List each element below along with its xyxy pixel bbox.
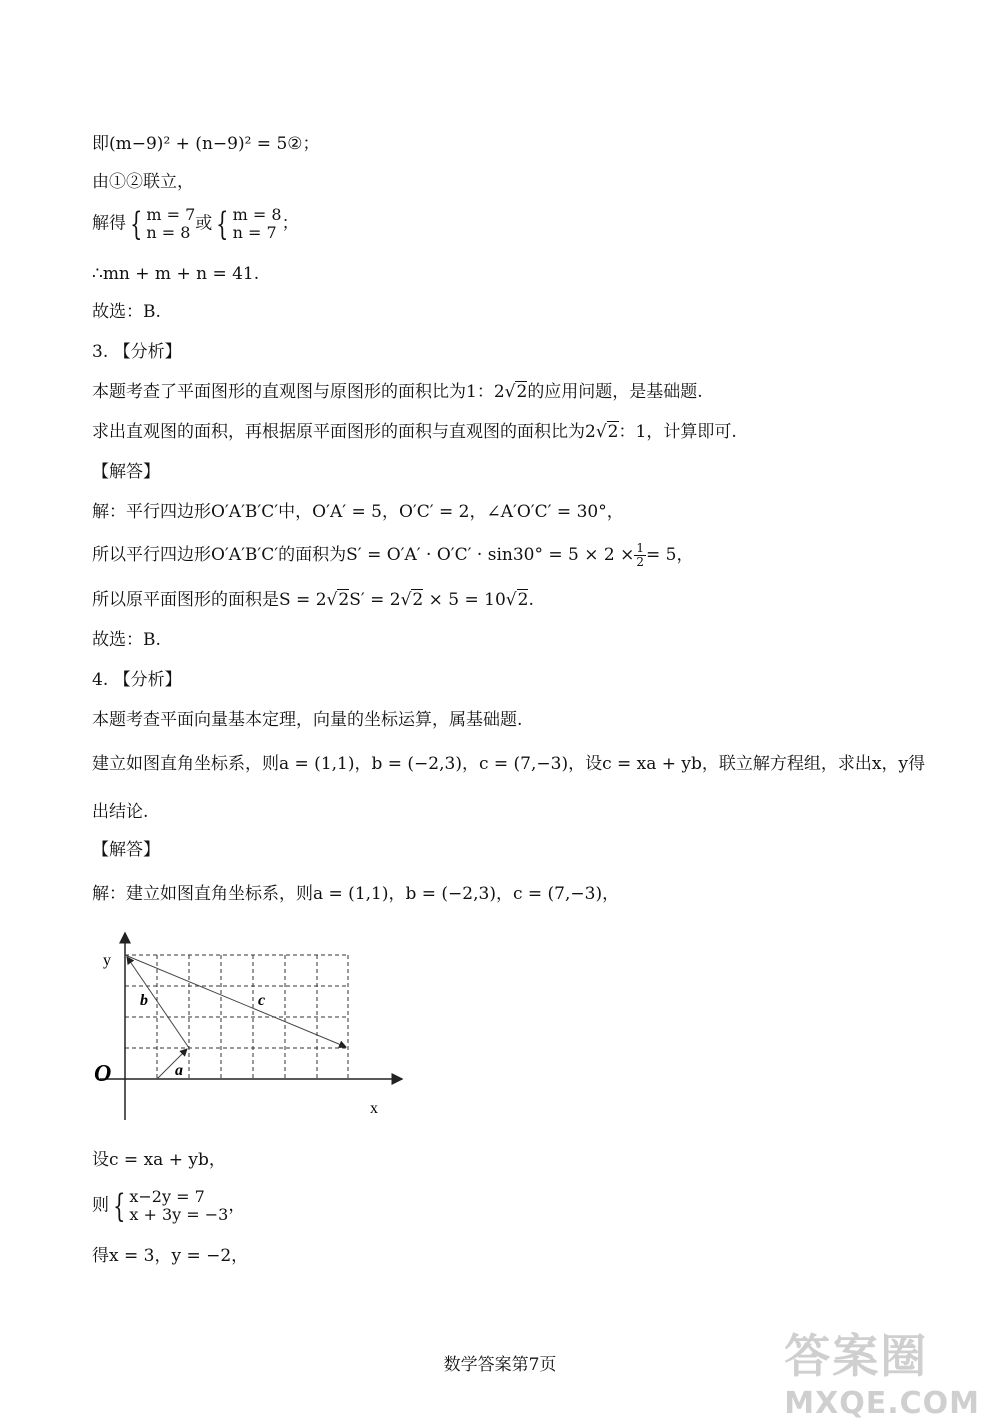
q3-orig-area-b: S′ = 2 [349,590,401,610]
page-footer: 数学答案第7页 [443,1355,557,1375]
system-3-row-2: x + 3y = −3 [129,1205,229,1224]
eq-line-2: 由①②联立， [92,172,194,192]
or-word: 或 [195,213,213,234]
vector-c [125,955,346,1047]
q3-answer-line-3: 所以原平面图形的面积是S = 2√2S′ = 2√2 × 5 = 10√2. [92,590,534,610]
system-1-row-2: n = 8 [146,223,191,242]
system-2-row-1: m = 8 [232,205,282,224]
q3-text-2a: 求出直观图的面积，再根据原平面图形的面积与直观图的面积比为2 [92,422,596,442]
solution-system [92,204,299,244]
solution-suffix: ； [281,213,299,234]
q3-analysis-text-1: 本题考查了平面图形的直观图与原图形的面积比为1：2√2的应用问题，是基础题. [92,382,703,402]
system-prefix: 则 [92,1195,109,1216]
q3-answer-line-2 [92,542,693,569]
system-2: { m = 8 n = 7 [216,205,282,243]
origin-label: O [94,1061,112,1087]
q3-text-1a: 本题考查了平面图形的直观图与原图形的面积比为1：2 [92,382,505,402]
y-axis-label: y [103,952,111,969]
q3-area-result: = 5， [646,545,694,565]
system-3: { x−2y = 7 x + 3y = −3 [113,1187,229,1225]
sqrt-2d: 2 [412,590,424,610]
sqrt-2b: 2 [607,422,619,442]
grid [125,955,348,1079]
q4-answer-heading: 【解答】 [92,840,160,860]
q4-answer-line-1: 解：建立如图直角坐标系，则a = (1,1)，b = (−2,3)，c = (7,−3)， [92,884,620,904]
system-3-row-1: x−2y = 7 [129,1187,205,1206]
system-2-row-2: n = 7 [232,223,277,242]
eq-line-1: 即(m−9)² + (n−9)² = 5②； [92,134,320,154]
q3-orig-area-c: × 5 = 10 [423,590,506,610]
q3-orig-area-a: 所以原平面图形的面积是S = 2 [92,590,327,610]
sqrt-2e: 2 [517,590,529,610]
x-axis-label: x [370,1100,378,1117]
system-1: { m = 7 n = 8 [130,205,196,243]
result-line: ∴mn + m + n = 41. [92,264,260,284]
q3-analysis-heading: 3. 【分析】 [92,342,182,362]
q3-answer-line-1: 解：平行四边形O′A′B′C′中，O′A′ = 5，O′C′ = 2，∠A′O′C′ = 30°， [92,502,624,522]
vector-c-label: c [258,992,266,1009]
q3-analysis-text-2: 求出直观图的面积，再根据原平面图形的面积与直观图的面积比为2√2：1，计算即可. [92,422,737,442]
q4-analysis-text-2: 建立如图直角坐标系，则a = (1,1)，b = (−2,3)，c = (7,−3)，设c = xa + yb，联立解方程组，求出x，y得 [92,754,926,774]
sqrt-2a: 2 [516,382,528,402]
q3-area-text: 所以平行四边形O′A′B′C′的面积为S′ = O′A′ · O′C′ · sin30° = 5 × 2 × [92,545,635,565]
q3-text-2b: ：1，计算即可. [618,422,737,442]
choice-line-2: 故选：B. [92,630,161,650]
q3-text-1b: 的应用问题，是基础题. [527,382,703,402]
vector-b [127,957,189,1048]
q3-orig-area-d: . [528,590,534,610]
q4-answer-line-2: 设c = xa + yb， [92,1150,226,1170]
vector-a-label: a [175,1062,183,1079]
system-suffix: ， [228,1195,246,1216]
solution-prefix: 解得 [92,213,126,234]
sqrt-2c: 2 [338,590,350,610]
q4-equation-system [92,1186,245,1226]
choice-line-1: 故选：B. [92,302,161,322]
vector-b-label: b [140,992,148,1009]
q3-answer-heading: 【解答】 [92,462,160,482]
fraction-half: $\frac{1}{2}$ [636,541,644,569]
q4-analysis-text-1: 本题考查平面向量基本定理，向量的坐标运算，属基础题. [92,710,523,730]
vector-diagram [90,925,410,1125]
watermark-logo: 答案圈 MXQE.COM [784,1329,980,1421]
q4-analysis-heading: 4. 【分析】 [92,670,182,690]
q4-analysis-text-3: 出结论. [92,802,149,822]
q4-answer-result: 得x = 3，y = −2， [92,1246,249,1266]
system-1-row-1: m = 7 [146,205,196,224]
